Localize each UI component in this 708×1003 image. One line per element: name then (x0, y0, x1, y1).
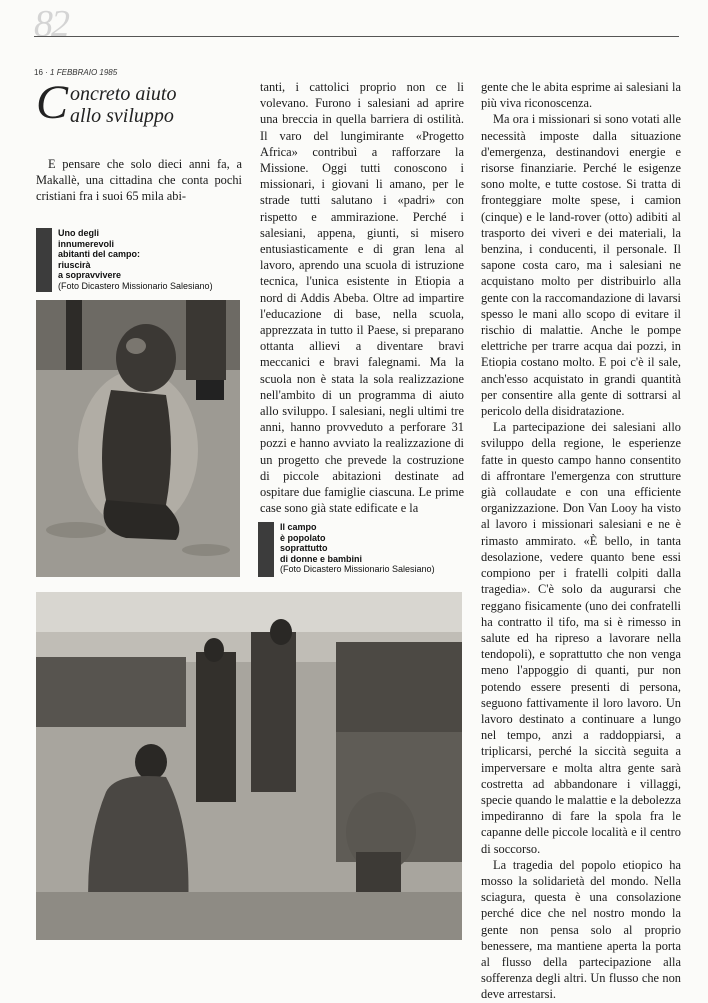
column-3 (481, 79, 681, 1003)
col3-paragraph-4: La tragedia del popolo etiopico ha mosso la solidarietà del mondo. Nella sciagura, questa è una consolazione perché dice che nel nostro mondo la gente non pensa solo al proprio benessere, ma mantiene aperta la porta al flusso della partecipazione alla sofferenza degli altri. Un flusso che non deve arrestarsi. (481, 857, 681, 1002)
photo-child (36, 300, 240, 577)
header-rule (34, 36, 679, 37)
caption-camp (258, 522, 474, 575)
caption-camp-credit: (Foto Dicastero Missionario Salesiano) (280, 564, 435, 574)
caption-child-credit: (Foto Dicastero Missionario Salesiano) (58, 280, 213, 291)
caption-bar (36, 228, 52, 292)
col3-paragraph-2: Ma ora i missionari si sono votati alle necessità imposte dalla situazione d'emergenza, destinandovi energie e risorse finanziarie. Perché le esigenze sono molte, e tutte costose. Si tratta di fronteggiare molte spese, i camion (cinque) e le land-rover (otto) adibiti al trasporto dei viveri e dei materiali, la benzina, i conducenti, il personale. Il sapone costa caro, ma i salesiani ne acquistano molto per distribuirlo alla gente con la raccomandazione di lavarsi spesso le mani allo scopo di evitare il rischio di malattie. Anche le pompe elettriche per trarre acqua dai pozzi, in Etiopia costano molto. E poi c'è il sale, anch'esso acquistato in grandi quantità per consentire alla gente di sottrarsi al pericolo della disidratazione. (481, 112, 681, 419)
page-number: 16 (34, 68, 43, 77)
watermark-mark: 82 (34, 3, 68, 45)
caption-camp-text: Il campo è popolato soprattutto di donne e bambini (280, 522, 363, 564)
col1-paragraph: E pensare che solo dieci anni fa, a Makallè, una cittadina che conta pochi cristiani fra i suoi 65 mila abi- (36, 157, 242, 204)
col3-paragraph-1: gente che le abita esprime ai salesiani la più viva riconoscenza. (481, 80, 681, 111)
photo-camp (36, 592, 462, 940)
article-title (36, 76, 236, 129)
caption-child (36, 228, 246, 291)
column-1-intro (36, 156, 242, 205)
folio-separator: · (45, 68, 48, 77)
issue-date: 1 FEBBRAIO 1985 (50, 68, 118, 77)
title-dropcap: C (36, 76, 69, 129)
photo-camp-image (36, 592, 462, 940)
column-2 (260, 79, 464, 516)
col2-paragraph: tanti, i cattolici proprio non ce li volevano. Furono i salesiani ad aprire una breccia in quella barriera di ostilità. Il varo del lungimirante «Progetto Africa» contribuì a rafforzare la Missione. Oggi tutti conoscono i missionari, i giovani li amano, per le strade tutti salutano i «padri» con rispetto e ammirazione. Perché i salesiani, appena, giunti, si misero entusiasticamente e di gran lena al lavoro, aprendo una scuola di istruzione tecnica, l'unica esistente in Etiopia a nord di Addis Abeba. Oltre ad impartire l'educazione di base, nella scuola, apprezzata in tutto il Paese, si preparano ottanta allievi a diventare bravi meccanici e bravi falegnami. Ma la scuola non è stata la sola realizzazione nell'ambito di un programma di aiuto allo sviluppo. I salesiani, negli ultimi tre anni, hanno provveduto a perforare 31 pozzi e hanno avviato la realizzazione di un progetto che prevede la costruzione di piccole abitazioni destinate ad ospitare due famiglie ciascuna. Le prime case sono già state edificate e la (260, 80, 464, 516)
col3-paragraph-3: La partecipazione dei salesiani allo sviluppo della regione, le esperienze fatte in questo campo hanno consentito di affrontare l'emergenza con strutture già collaudate e con una efficiente organizzazione. Don Van Looy ha visto al lavoro i missionari salesiani e ne è rimasto ammirato. «È bello, in tanta desolazione, vedere quanto bene essi compiono per i fratelli colpiti dalla tragedia». C'è solo da augurarsi che reggano fisicamente (uno dei confratelli ha contratto il tifo, ma si è rimesso in salute ed ha ripreso a lavorare nella tendopoli), e soprattutto che non venga meno l'appoggio di quanti, pur non potendo essere presenti di persona, seguono fattivamente il loro lavoro. Un lavoro destinato a continuare a lungo nel tempo, anzi a raddoppiarsi, a triplicarsi, perché la siccità seguita a imperversare e molta altra gente sarà costretta ad abbandonare i villaggi, specie quando le malattie e la debolezza impediranno di fare la spola fra le capanne delle piccole località e il centro di soccorso. (481, 420, 681, 856)
title-line-2: allo sviluppo (70, 105, 174, 127)
caption-bar (258, 522, 274, 577)
photo-child-image (36, 300, 240, 577)
caption-child-text: Uno degli innumerevoli abitanti del campo: riuscirà a sopravvivere (58, 228, 141, 280)
title-line-1: oncreto aiuto (70, 83, 177, 105)
